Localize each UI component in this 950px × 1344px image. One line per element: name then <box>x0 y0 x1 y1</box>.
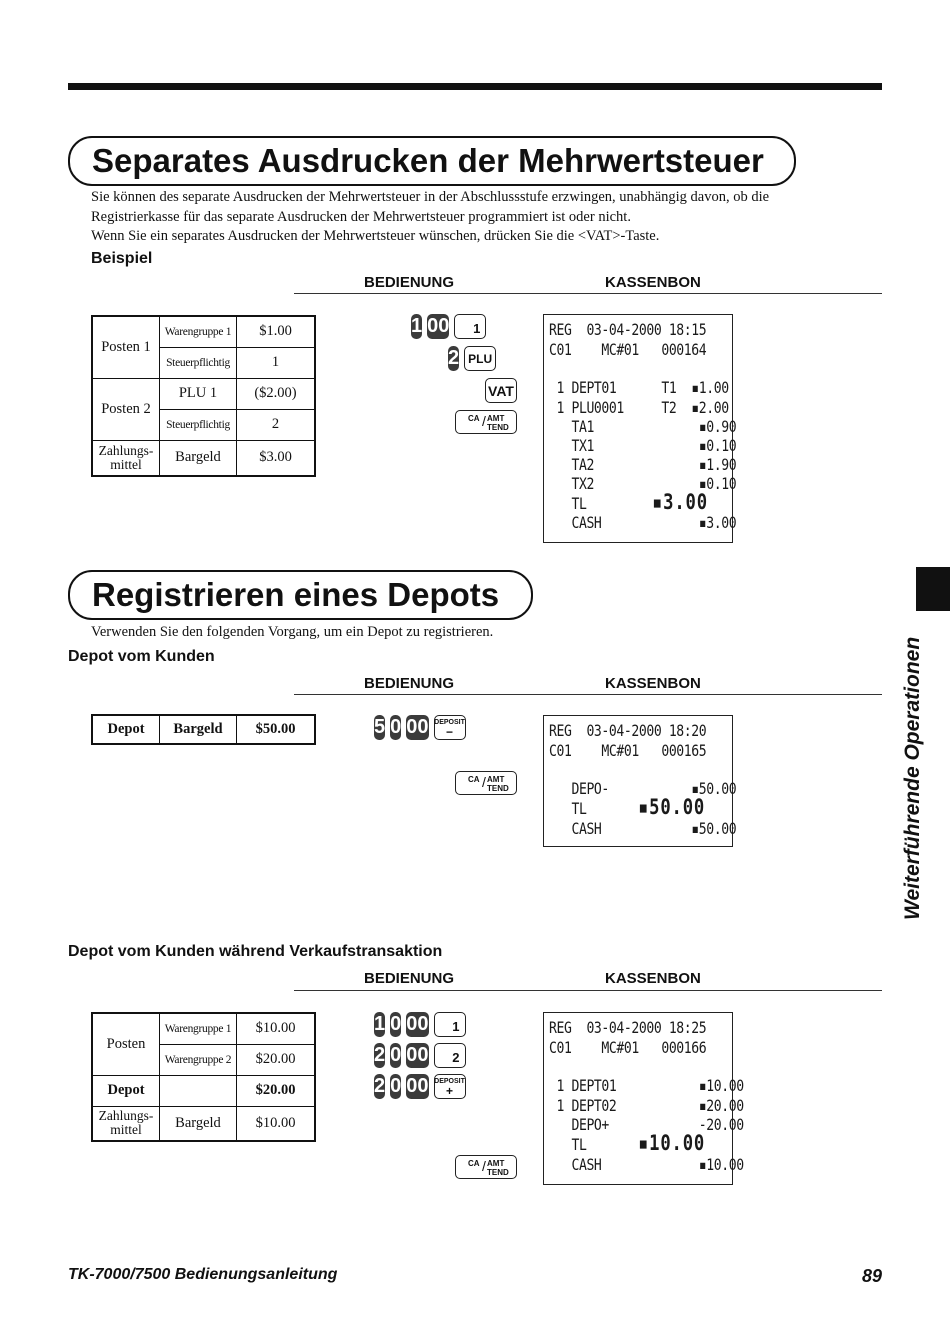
tax-status-cell: 2 <box>237 409 316 440</box>
key-00[interactable]: 00 <box>406 1044 429 1066</box>
deposit-label: Depot <box>92 1075 160 1106</box>
dept-key-1[interactable]: 1 <box>454 314 486 339</box>
key-0[interactable]: 0 <box>390 1075 402 1097</box>
key-5[interactable]: 5 <box>374 716 386 738</box>
key-00[interactable]: 00 <box>406 1013 429 1035</box>
key-sequence-b <box>374 1043 466 1068</box>
item-label: Posten 2 <box>92 378 160 440</box>
key-sequence-deposit <box>374 715 466 740</box>
key-2[interactable]: 2 <box>374 1044 386 1066</box>
dept-label: Warengruppe 1 <box>160 316 237 347</box>
payment-label: Zahlungs- mittel <box>92 1106 160 1141</box>
cash-label: Bargeld <box>160 1106 237 1141</box>
key-sequence-c <box>374 1074 466 1099</box>
amount-cell: $3.00 <box>237 440 316 476</box>
operation-header: BEDIENUNG <box>364 970 455 987</box>
vat-key[interactable]: VAT <box>485 378 517 403</box>
dept-label: Warengruppe 2 <box>160 1044 237 1075</box>
vat-example-table <box>91 315 316 477</box>
receipt-deposit-sale: REG 03-04-2000 18:25 C01 MC#01 000166 1 DEPT01 ▪10.00 1 DEPT02 ▪20.00 DEPO+ -20.00 TL ▪10.00 CASH ▪10.00 <box>543 1012 733 1185</box>
header-rule <box>294 293 882 294</box>
deposit-subheading: Depot vom Kunden <box>68 648 215 665</box>
key-2[interactable]: 2 <box>448 347 460 369</box>
key-00[interactable]: 00 <box>427 315 450 337</box>
top-rule <box>68 83 882 90</box>
key-sequence-3 <box>485 378 517 403</box>
receipt-header: KASSENBON <box>605 675 701 692</box>
taxable-label: Steuerpflichtig <box>160 409 237 440</box>
amount-cell: $10.00 <box>237 1106 316 1141</box>
operation-header: BEDIENUNG <box>364 675 455 692</box>
cash-label: Bargeld <box>160 715 237 744</box>
operation-header: BEDIENUNG <box>364 274 455 291</box>
header-rule <box>294 694 882 695</box>
amount-cell: $20.00 <box>237 1044 316 1075</box>
section-title-deposit: Registrieren eines Depots <box>68 570 533 620</box>
key-2[interactable]: 2 <box>374 1075 386 1097</box>
header-rule <box>294 990 882 991</box>
cash-label: Bargeld <box>160 440 237 476</box>
key-1[interactable]: 1 <box>411 315 423 337</box>
receipt-header: KASSENBON <box>605 970 701 987</box>
dept-key-1[interactable]: 1 <box>434 1012 466 1037</box>
amount-cell: ($2.00) <box>237 378 316 409</box>
chapter-tab-label: Weiterführende Operationen <box>901 636 924 920</box>
ca-amt-tend-key[interactable]: CA / AMT TEND <box>455 1155 517 1179</box>
deposit-minus-key[interactable]: DEPOSIT − <box>434 715 466 740</box>
key-sequence-1 <box>411 314 486 339</box>
deposit-sale-table <box>91 1012 316 1142</box>
example-label: Beispiel <box>91 250 153 267</box>
receipt-vat: REG 03-04-2000 18:15 C01 MC#01 000164 1 DEPT01 T1 ▪1.00 1 PLU0001 T2 ▪2.00 TA1 ▪0.90 TX1 ▪0.10 TA2 ▪1.90 TX2 ▪0.10 TL ▪3.00 CASH ▪3.00 <box>543 314 733 543</box>
page-number: 89 <box>862 1266 883 1286</box>
key-00[interactable]: 00 <box>406 1075 429 1097</box>
dept-key-2[interactable]: 2 <box>434 1043 466 1068</box>
key-0[interactable]: 0 <box>390 1044 402 1066</box>
receipt-deposit: REG 03-04-2000 18:20 C01 MC#01 000165 DEPO- ▪50.00 TL ▪50.00 CASH ▪50.00 <box>543 715 733 847</box>
empty-cell <box>160 1075 237 1106</box>
key-00[interactable]: 00 <box>406 716 429 738</box>
ca-amt-tend-key[interactable]: CA / AMT TEND <box>455 771 517 795</box>
receipt-header: KASSENBON <box>605 274 701 291</box>
amount-cell: $50.00 <box>237 715 316 744</box>
plu-label: PLU 1 <box>160 378 237 409</box>
deposit-label: Depot <box>92 715 160 744</box>
key-sequence-a <box>374 1012 466 1037</box>
section-title-vat: Separates Ausdrucken der Mehrwertsteuer <box>68 136 796 186</box>
deposit-description: Verwenden Sie den folgenden Vorgang, um ein Depot zu registrieren. <box>91 624 494 640</box>
deposit-table <box>91 714 316 745</box>
key-sequence-2 <box>448 346 496 371</box>
key-0[interactable]: 0 <box>390 716 402 738</box>
manual-title: TK-7000/7500 Bedienungsanleitung <box>68 1266 338 1283</box>
amount-cell: $10.00 <box>237 1013 316 1044</box>
deposit-during-sale-subheading: Depot vom Kunden während Verkaufstransaktion <box>68 943 443 960</box>
key-0[interactable]: 0 <box>390 1013 402 1035</box>
vat-description: Sie können des separate Ausdrucken der Mehrwertsteuer in der Abschlussstufe erzwingen, unabhängig davon, ob die Registrierkasse für das separate Ausdrucken der Mehrwertsteuer programmiert ist oder nicht. Wenn Sie ein separates Ausdrucken der Mehrwertsteuer wünschen, drücken Sie die <VAT>-Taste. <box>91 189 770 244</box>
tax-status-cell: 1 <box>237 347 316 378</box>
amount-cell: $1.00 <box>237 316 316 347</box>
key-1[interactable]: 1 <box>374 1013 386 1035</box>
amount-cell: $20.00 <box>237 1075 316 1106</box>
item-label: Posten <box>92 1013 160 1075</box>
ca-amt-tend-key[interactable]: CA / AMT TEND <box>455 410 517 434</box>
chapter-tab-marker <box>916 567 950 611</box>
taxable-label: Steuerpflichtig <box>160 347 237 378</box>
deposit-plus-key[interactable]: DEPOSIT + <box>434 1074 466 1099</box>
dept-label: Warengruppe 1 <box>160 1013 237 1044</box>
item-label: Posten 1 <box>92 316 160 378</box>
plu-key[interactable]: PLU <box>464 346 496 371</box>
payment-label: Zahlungs- mittel <box>92 440 160 476</box>
